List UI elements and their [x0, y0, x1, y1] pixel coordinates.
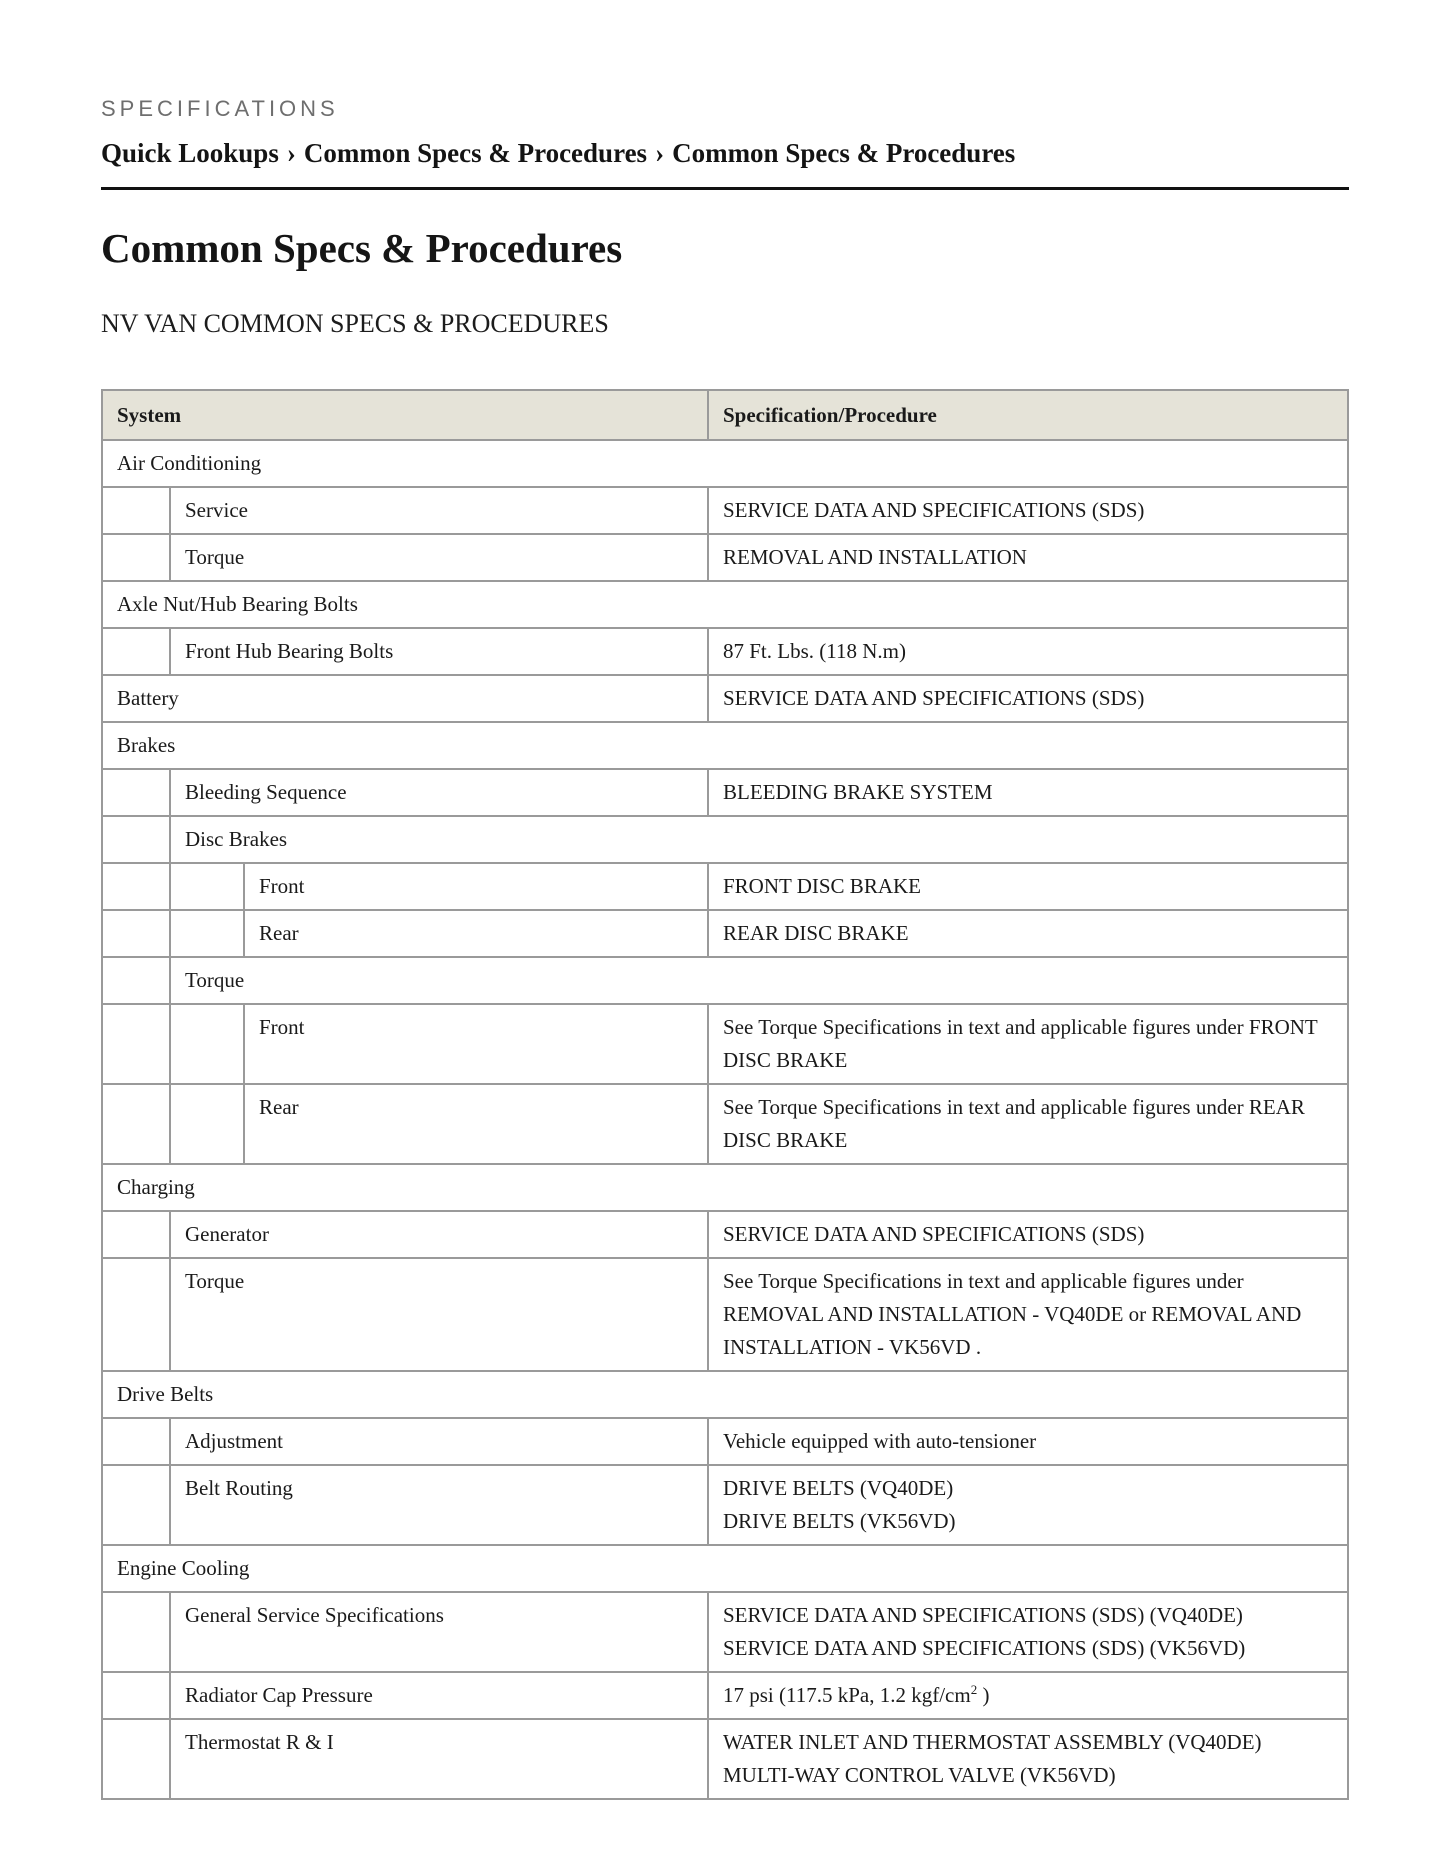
system-cell: Air Conditioning — [102, 440, 1348, 487]
spec-line: DRIVE BELTS (VK56VD) — [723, 1509, 956, 1533]
page-title: Common Specs & Procedures — [101, 225, 623, 271]
indent-cell — [102, 1418, 170, 1465]
spec-line: Vehicle equipped with auto-tensioner — [723, 1429, 1037, 1453]
spec-cell — [708, 1465, 1348, 1545]
spec-line: SERVICE DATA AND SPECIFICATIONS (SDS) (VQ40DE) — [723, 1603, 1243, 1627]
table-header-row — [102, 390, 1348, 440]
table-row — [102, 816, 1348, 863]
table-row — [102, 1084, 1348, 1164]
spec-line: SERVICE DATA AND SPECIFICATIONS (SDS) (VK56VD) — [723, 1636, 1246, 1660]
spec-text: 17 psi (117.5 kPa, 1.2 kgf/cm — [723, 1683, 971, 1707]
spec-cell — [708, 1592, 1348, 1672]
system-cell: Axle Nut/Hub Bearing Bolts — [102, 581, 1348, 628]
indent-cell — [170, 1004, 244, 1084]
system-cell: Torque — [170, 957, 1348, 1004]
header-divider — [101, 187, 1349, 190]
page-subtitle: NV VAN COMMON SPECS & PROCEDURES — [101, 309, 609, 338]
spec-line: See Torque Specifications in text and applicable figures under REAR DISC BRAKE — [723, 1095, 1305, 1152]
indent-cell — [102, 769, 170, 816]
indent-cell — [102, 1258, 170, 1371]
indent-cell — [102, 534, 170, 581]
table-row — [102, 1545, 1348, 1592]
spec-cell — [708, 863, 1348, 910]
spec-line: SERVICE DATA AND SPECIFICATIONS (SDS) — [723, 498, 1145, 522]
table-row — [102, 722, 1348, 769]
table-row — [102, 1465, 1348, 1545]
table-row — [102, 1592, 1348, 1672]
breadcrumb-separator: › — [286, 138, 296, 168]
spec-cell — [708, 1672, 1348, 1719]
system-cell: Generator — [170, 1211, 708, 1258]
table-row — [102, 910, 1348, 957]
spec-cell — [708, 1084, 1348, 1164]
spec-cell — [708, 910, 1348, 957]
indent-cell — [170, 910, 244, 957]
spec-line: See Torque Specifications in text and applicable figures under FRONT DISC BRAKE — [723, 1015, 1318, 1072]
system-cell: Thermostat R & I — [170, 1719, 708, 1799]
table-row — [102, 1418, 1348, 1465]
system-cell: General Service Specifications — [170, 1592, 708, 1672]
system-cell: Drive Belts — [102, 1371, 1348, 1418]
indent-cell — [102, 910, 170, 957]
section-eyebrow: SPECIFICATIONS — [101, 96, 339, 121]
spec-cell — [708, 1258, 1348, 1371]
breadcrumb-item[interactable]: Common Specs & Procedures — [303, 138, 648, 168]
system-cell: Charging — [102, 1164, 1348, 1211]
system-cell: Front — [244, 863, 708, 910]
table-row — [102, 1004, 1348, 1084]
spec-line: See Torque Specifications in text and applicable figures under REMOVAL AND INSTALLATION - VQ40DE or REMOVAL AND INSTALLATION - VK56VD . — [723, 1269, 1302, 1359]
table-row — [102, 628, 1348, 675]
table-row — [102, 769, 1348, 816]
spec-cell — [708, 487, 1348, 534]
table-row — [102, 957, 1348, 1004]
indent-cell — [102, 487, 170, 534]
system-cell: Radiator Cap Pressure — [170, 1672, 708, 1719]
breadcrumb — [101, 138, 1015, 169]
system-cell: Front — [244, 1004, 708, 1084]
column-header-system: System — [102, 390, 708, 440]
spec-cell — [708, 628, 1348, 675]
table-row — [102, 863, 1348, 910]
specs-table — [101, 389, 1349, 1800]
indent-cell — [102, 1592, 170, 1672]
spec-text: ) — [977, 1683, 990, 1707]
table-body — [102, 440, 1348, 1799]
system-cell: Front Hub Bearing Bolts — [170, 628, 708, 675]
system-cell: Rear — [244, 910, 708, 957]
spec-cell — [708, 1719, 1348, 1799]
spec-line: SERVICE DATA AND SPECIFICATIONS (SDS) — [723, 686, 1145, 710]
table-row — [102, 1258, 1348, 1371]
table-row — [102, 1211, 1348, 1258]
breadcrumb-item-current: Common Specs & Procedures — [672, 138, 1016, 168]
indent-cell — [102, 1084, 170, 1164]
breadcrumb-separator: › — [655, 138, 665, 168]
spec-line: REMOVAL AND INSTALLATION — [723, 545, 1027, 569]
column-header-spec: Specification/Procedure — [708, 390, 1348, 440]
system-cell: Bleeding Sequence — [170, 769, 708, 816]
indent-cell — [102, 816, 170, 863]
spec-line: BLEEDING BRAKE SYSTEM — [723, 780, 993, 804]
spec-cell — [708, 769, 1348, 816]
spec-line: WATER INLET AND THERMOSTAT ASSEMBLY (VQ40DE) — [723, 1730, 1262, 1754]
table-row — [102, 487, 1348, 534]
indent-cell — [102, 957, 170, 1004]
spec-cell — [708, 534, 1348, 581]
indent-cell — [102, 863, 170, 910]
indent-cell — [170, 1084, 244, 1164]
system-cell: Service — [170, 487, 708, 534]
system-cell: Brakes — [102, 722, 1348, 769]
spec-cell — [708, 1004, 1348, 1084]
spec-line: 87 Ft. Lbs. (118 N.m) — [723, 639, 906, 663]
table-row — [102, 675, 1348, 722]
spec-line: FRONT DISC BRAKE — [723, 874, 921, 898]
spec-cell — [708, 1211, 1348, 1258]
spec-cell — [708, 1418, 1348, 1465]
spec-superscript: 2 — [970, 1682, 978, 1697]
table-row — [102, 1164, 1348, 1211]
indent-cell — [102, 1004, 170, 1084]
system-cell: Belt Routing — [170, 1465, 708, 1545]
system-cell: Torque — [170, 1258, 708, 1371]
table-row — [102, 581, 1348, 628]
breadcrumb-item[interactable]: Quick Lookups — [101, 138, 279, 168]
spec-line: DRIVE BELTS (VQ40DE) — [723, 1476, 954, 1500]
spec-line: REAR DISC BRAKE — [723, 921, 909, 945]
table-row — [102, 534, 1348, 581]
system-cell: Adjustment — [170, 1418, 708, 1465]
system-cell: Battery — [102, 675, 708, 722]
indent-cell — [102, 1672, 170, 1719]
indent-cell — [102, 628, 170, 675]
system-cell: Torque — [170, 534, 708, 581]
table-row — [102, 1719, 1348, 1799]
table-row — [102, 1371, 1348, 1418]
spec-cell — [708, 675, 1348, 722]
spec-line: MULTI-WAY CONTROL VALVE (VK56VD) — [723, 1763, 1116, 1787]
system-cell: Engine Cooling — [102, 1545, 1348, 1592]
spec-line: SERVICE DATA AND SPECIFICATIONS (SDS) — [723, 1222, 1145, 1246]
indent-cell — [170, 863, 244, 910]
table-row — [102, 1672, 1348, 1719]
indent-cell — [102, 1719, 170, 1799]
system-cell: Disc Brakes — [170, 816, 1348, 863]
table-row — [102, 440, 1348, 487]
system-cell: Rear — [244, 1084, 708, 1164]
indent-cell — [102, 1211, 170, 1258]
indent-cell — [102, 1465, 170, 1545]
